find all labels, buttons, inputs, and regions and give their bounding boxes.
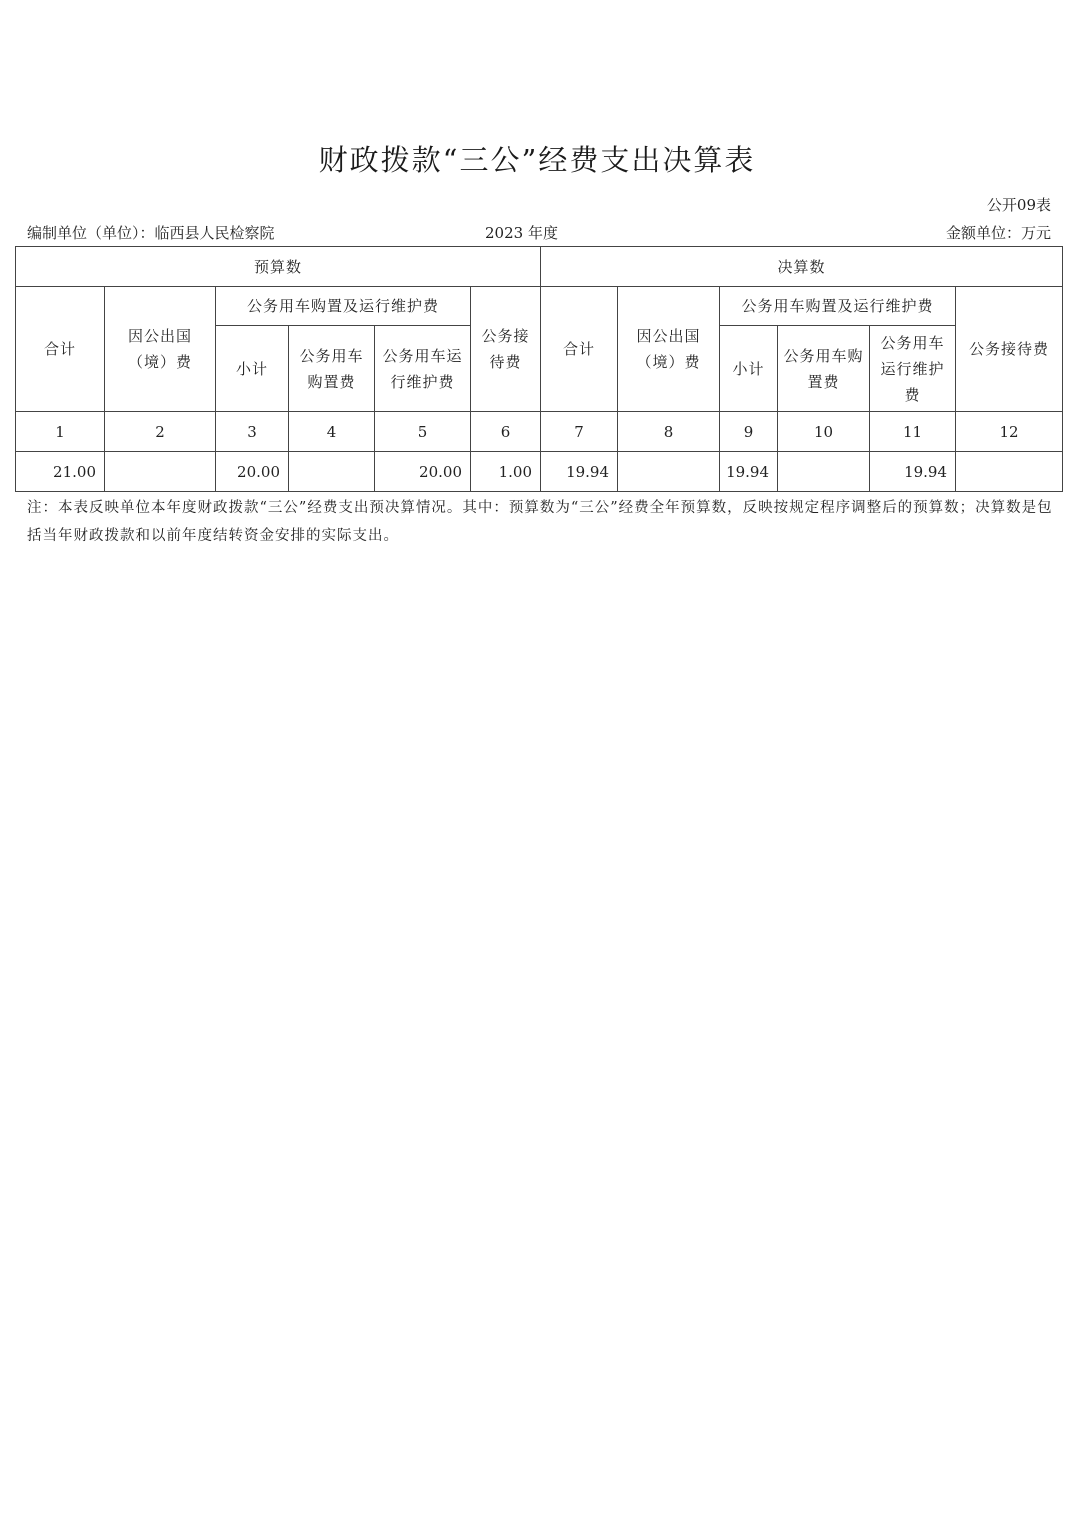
index-cell: 6 <box>471 412 541 452</box>
index-cell: 9 <box>720 412 778 452</box>
footnote: 注：本表反映单位本年度财政拨款“三公”经费支出预决算情况。其中：预算数为“三公”经费全年预算数，反映按规定程序调整后的预算数；决算数是包括当年财政拨款和以前年度结转资金安排的实际支出。 <box>27 500 1053 544</box>
header-subtotal-final: 小计 <box>720 326 778 412</box>
header-operation-final: 公务用车运行维护费 <box>870 326 956 412</box>
compiling-unit: 编制单位（单位）：临西县人民检察院 <box>27 224 275 242</box>
header-vehicle-budget: 公务用车购置及运行维护费 <box>216 287 471 326</box>
header-operation-budget: 公务用车运行维护费 <box>375 326 471 412</box>
page-title: 财政拨款“三公”经费支出决算表 <box>318 143 756 177</box>
value-purchase-final <box>778 452 870 492</box>
value-reception-budget: 1.00 <box>471 452 541 492</box>
header-total-budget: 合计 <box>16 287 105 412</box>
index-cell: 5 <box>375 412 471 452</box>
index-cell: 1 <box>16 412 105 452</box>
group-header-budget: 预算数 <box>16 247 541 287</box>
value-row <box>16 452 1063 492</box>
header-abroad-budget: 因公出国（境）费 <box>105 287 216 412</box>
index-cell: 2 <box>105 412 216 452</box>
group-header-final: 决算数 <box>541 247 1063 287</box>
value-purchase-budget <box>289 452 375 492</box>
header-vehicle-final: 公务用车购置及运行维护费 <box>720 287 956 326</box>
header-purchase-final: 公务用车购置费 <box>778 326 870 412</box>
header-abroad-final: 因公出国（境）费 <box>618 287 720 412</box>
value-total-budget: 21.00 <box>16 452 105 492</box>
form-number: 公开09表 <box>986 196 1051 214</box>
value-total-final: 19.94 <box>541 452 618 492</box>
value-operation-final: 19.94 <box>870 452 956 492</box>
index-cell: 11 <box>870 412 956 452</box>
fiscal-year: 2023 年度 <box>485 224 558 242</box>
value-abroad-budget <box>105 452 216 492</box>
amount-unit: 金额单位：万元 <box>945 224 1051 242</box>
value-operation-budget: 20.00 <box>375 452 471 492</box>
index-row <box>16 412 1063 452</box>
header-subtotal-budget: 小计 <box>216 326 289 412</box>
header-reception-final: 公务接待费 <box>956 287 1063 412</box>
index-cell: 7 <box>541 412 618 452</box>
index-cell: 10 <box>778 412 870 452</box>
value-reception-final <box>956 452 1063 492</box>
value-subtotal-final: 19.94 <box>720 452 778 492</box>
header-total-final: 合计 <box>541 287 618 412</box>
value-abroad-final <box>618 452 720 492</box>
header-reception-budget: 公务接待费 <box>471 287 541 412</box>
expense-table <box>15 246 1063 492</box>
index-cell: 3 <box>216 412 289 452</box>
index-cell: 12 <box>956 412 1063 452</box>
header-purchase-budget: 公务用车购置费 <box>289 326 375 412</box>
index-cell: 8 <box>618 412 720 452</box>
index-cell: 4 <box>289 412 375 452</box>
value-subtotal-budget: 20.00 <box>216 452 289 492</box>
